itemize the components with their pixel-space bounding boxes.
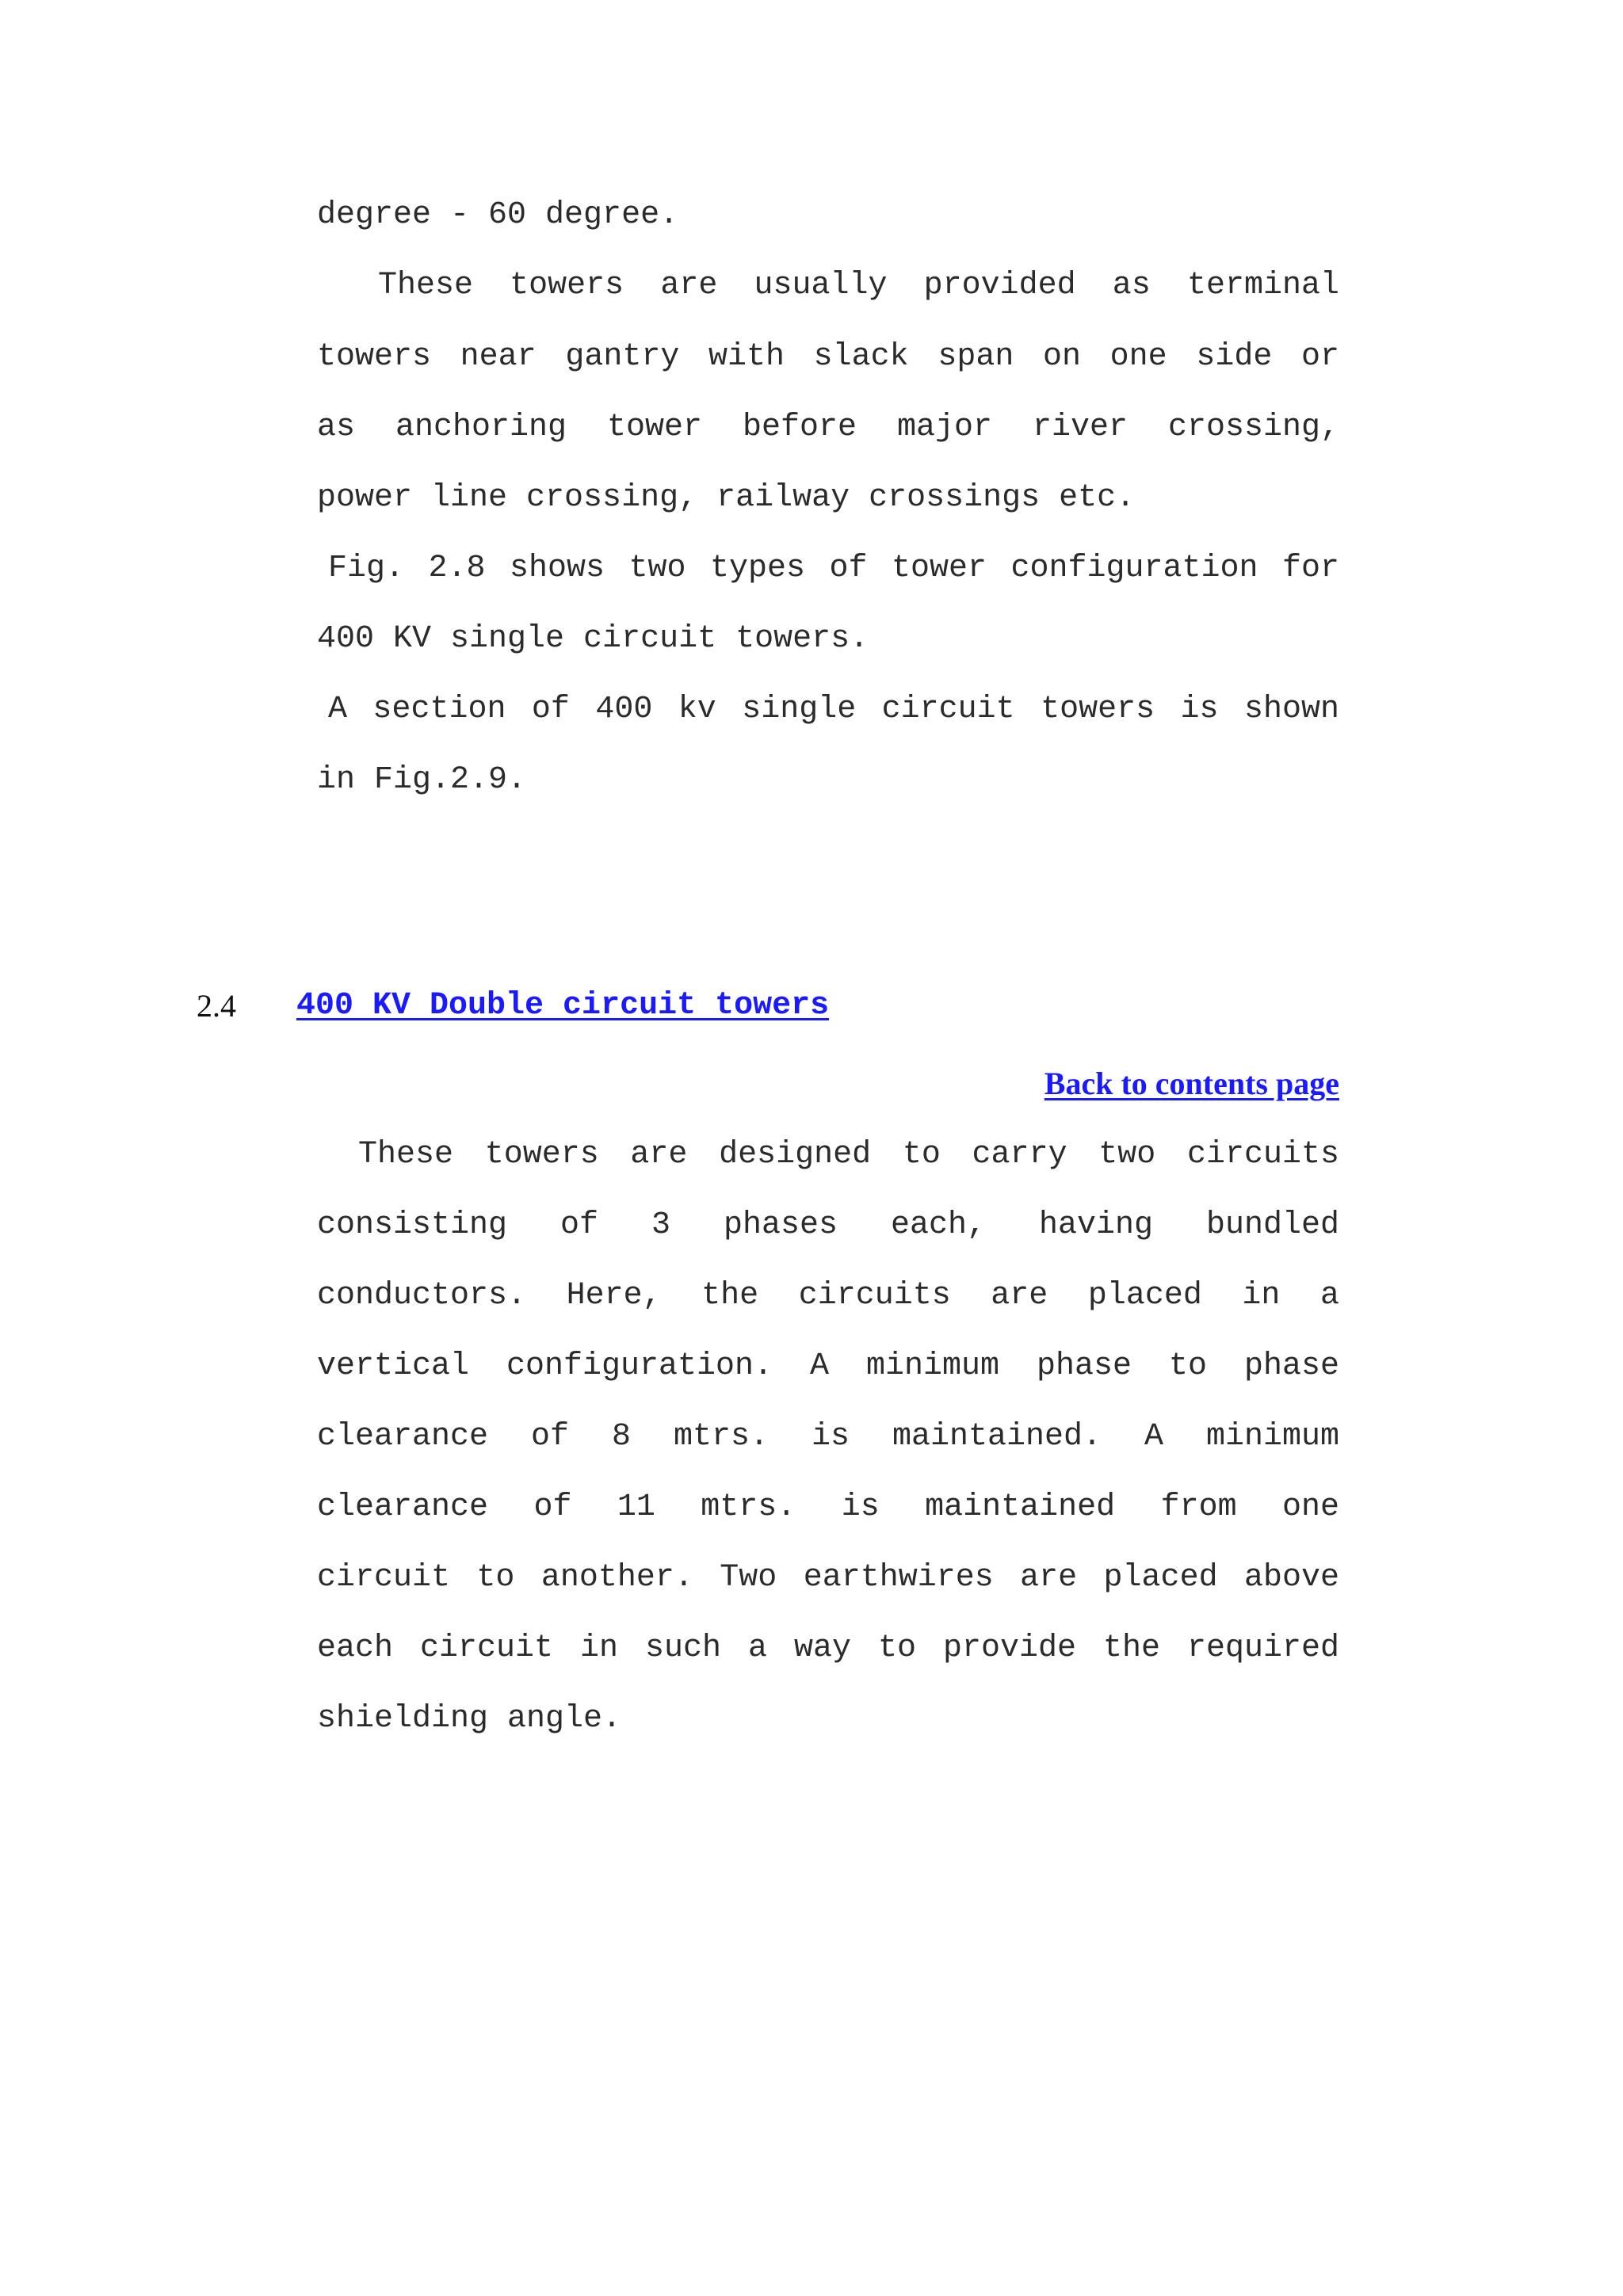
text-line: vertical configuration. A minimum phase to phase xyxy=(317,1348,1339,1384)
section-number: 2.4 xyxy=(197,988,236,1024)
text-line: as anchoring tower before major river crossing, xyxy=(317,410,1339,445)
text-line: These towers are designed to carry two circuits xyxy=(358,1137,1339,1173)
text-line: These towers are usually provided as terminal xyxy=(378,268,1339,303)
text-line: conductors. Here, the circuits are placed in a xyxy=(317,1278,1339,1314)
text-line: in Fig.2.9. xyxy=(317,762,527,798)
text-line: 400 KV single circuit towers. xyxy=(317,621,869,657)
text-line: each circuit in such a way to provide the required xyxy=(317,1630,1339,1666)
text-line: shielding angle. xyxy=(317,1701,622,1737)
text-line: circuit to another. Two earthwires are placed above xyxy=(317,1560,1339,1596)
back-to-contents-link[interactable]: Back to contents page xyxy=(1044,1066,1339,1101)
text-line: consisting of 3 phases each, having bundled xyxy=(317,1207,1339,1243)
text-line: degree - 60 degree. xyxy=(317,197,679,233)
text-line: power line crossing, railway crossings etc. xyxy=(317,480,1136,516)
text-line: towers near gantry with slack span on one side or xyxy=(317,339,1339,375)
text-line: clearance of 11 mtrs. is maintained from one xyxy=(317,1489,1339,1525)
text-line: clearance of 8 mtrs. is maintained. A minimum xyxy=(317,1419,1339,1455)
section-title-link[interactable]: 400 KV Double circuit towers xyxy=(296,988,830,1024)
text-line: A section of 400 kv single circuit towers is shown xyxy=(328,692,1339,727)
text-line: Fig. 2.8 shows two types of tower configuration for xyxy=(328,551,1339,586)
